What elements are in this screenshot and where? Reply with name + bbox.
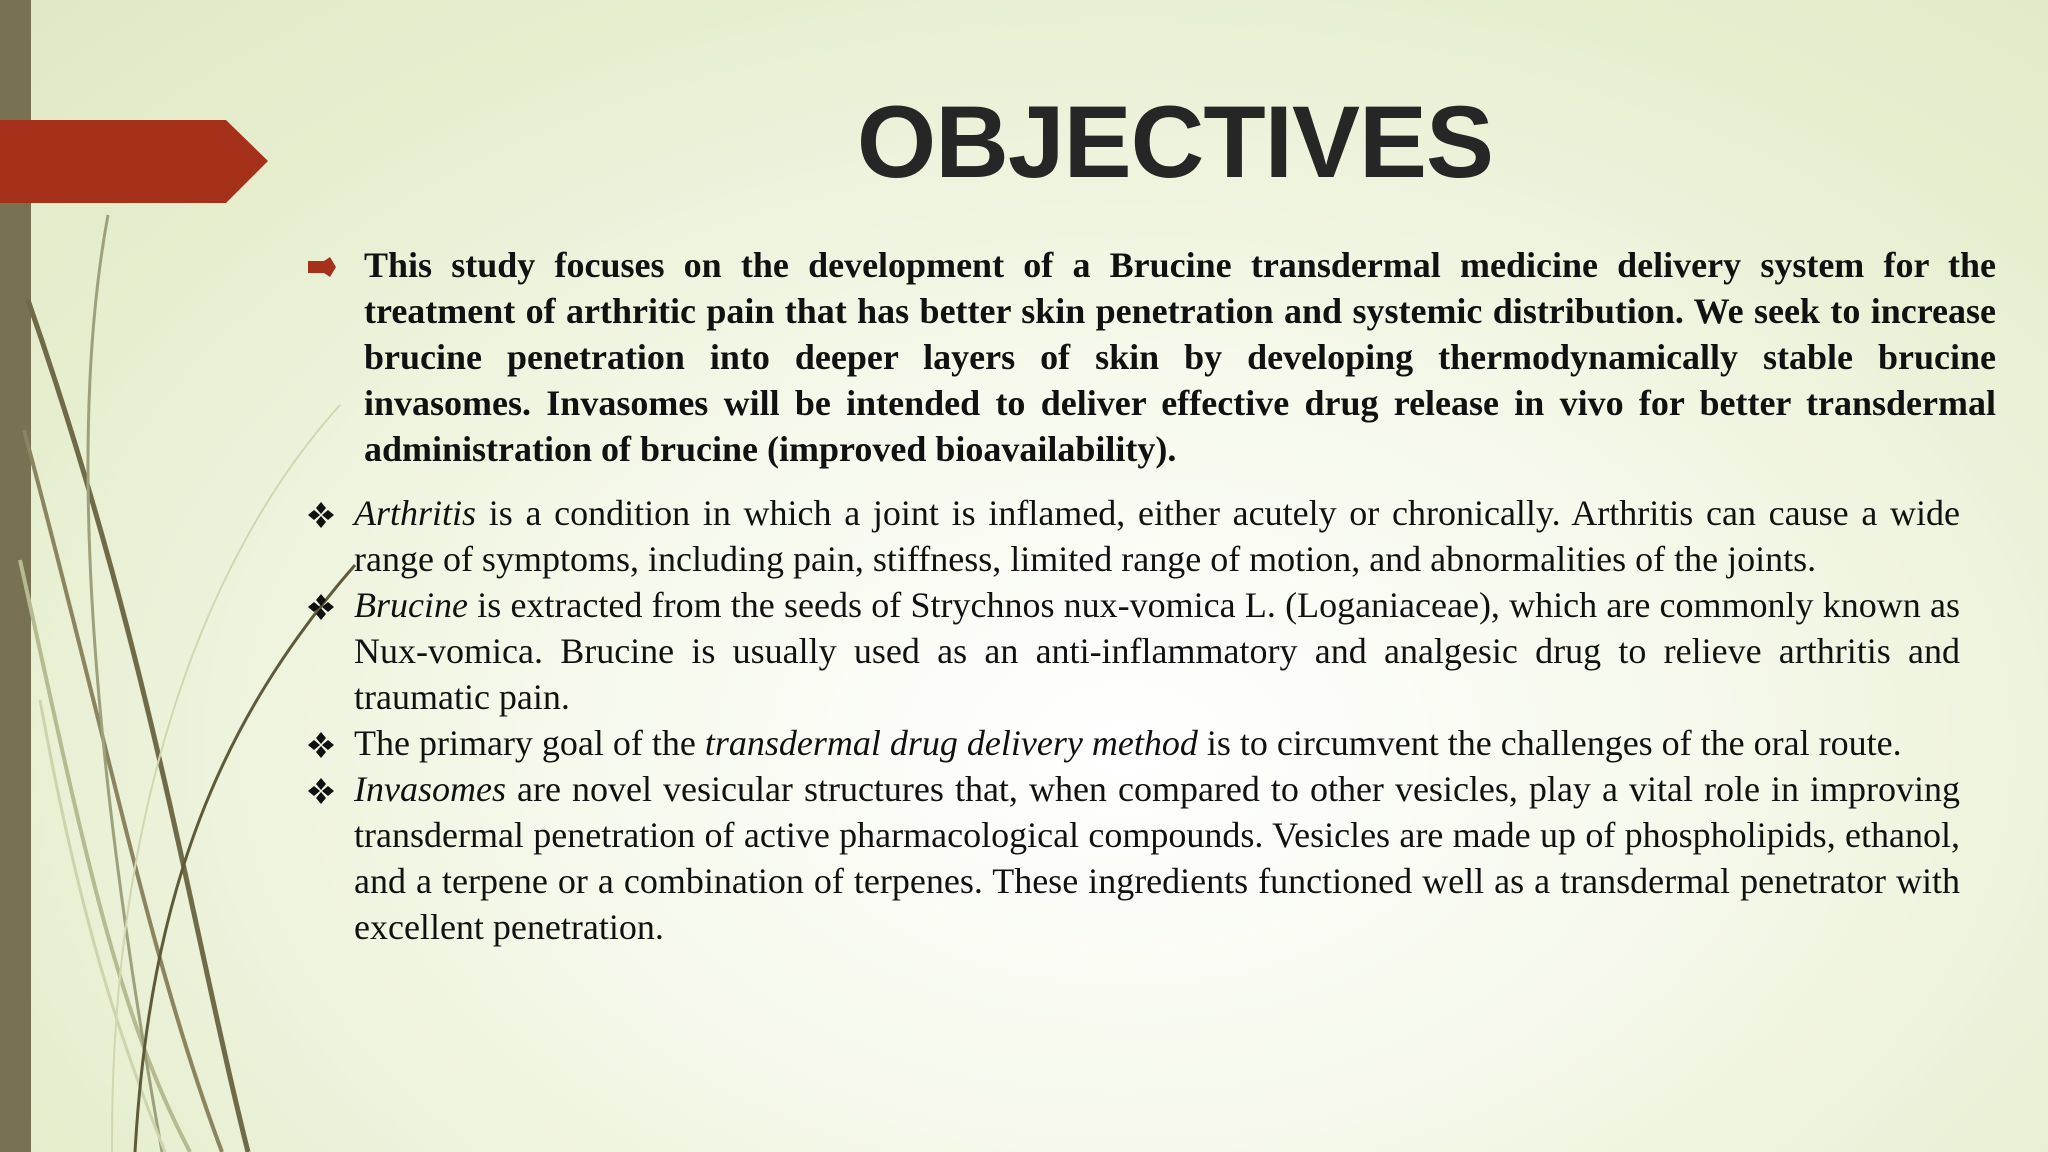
intro-paragraph bbox=[306, 242, 1996, 472]
four-diamond-icon bbox=[308, 778, 334, 804]
bullet-term: Brucine bbox=[354, 585, 468, 625]
list-item bbox=[306, 582, 1960, 720]
four-diamond-icon bbox=[308, 594, 334, 620]
four-diamond-icon bbox=[308, 502, 334, 528]
slide-title: OBJECTIVES bbox=[856, 85, 1494, 199]
decorative-swooshes bbox=[20, 215, 355, 1152]
bullet-lead: The primary goal of the bbox=[354, 723, 705, 763]
bullet-text: is to circumvent the challenges of the oral route. bbox=[1197, 723, 1902, 763]
bullet-text: is extracted from the seeds of Strychnos nux-vomica L. (Loganiaceae), which are commonly known as Nux-vomica. Brucine is usually used as an anti-inflammatory and analgesic drug to relieve arthritis and traumatic pain. bbox=[354, 585, 1960, 717]
four-diamond-icon bbox=[308, 732, 334, 758]
bullet-term: Invasomes bbox=[354, 769, 506, 809]
list-item bbox=[306, 766, 1960, 950]
bullet-term: transdermal drug delivery method bbox=[704, 723, 1198, 763]
list-item bbox=[306, 490, 1960, 582]
intro-text: This study focuses on the development of a Brucine transdermal medicine delivery system for the treatment of arthritic pain that has better skin penetration and systemic distribution. We seek to increase brucine penetration into deeper layers of skin by developing thermodynamically stable brucine invasomes. Invasomes will be intended to deliver effective drug release in vivo for better transdermal administration of brucine (improved bioavailability). bbox=[364, 245, 1996, 469]
arrow-right-icon bbox=[308, 257, 336, 277]
list-item bbox=[306, 720, 1960, 766]
bullet-text: are novel vesicular structures that, when compared to other vesicles, play a vital role in improving transdermal penetration of active pharmacological compounds. Vesicles are made up of phospholipids, ethanol, and a terpene or a combination of terpenes. These ingredients functioned well as a transdermal penetrator with excellent penetration. bbox=[354, 769, 1960, 947]
title-accent-tab bbox=[0, 120, 268, 203]
bullet-text: is a condition in which a joint is inflamed, either acutely or chronically. Arthritis can cause a wide range of symptoms, including pain, stiffness, limited range of motion, and abnormalities of the joints. bbox=[354, 493, 1960, 579]
bullet-term: Arthritis bbox=[354, 493, 477, 533]
objectives-list bbox=[306, 490, 1960, 950]
